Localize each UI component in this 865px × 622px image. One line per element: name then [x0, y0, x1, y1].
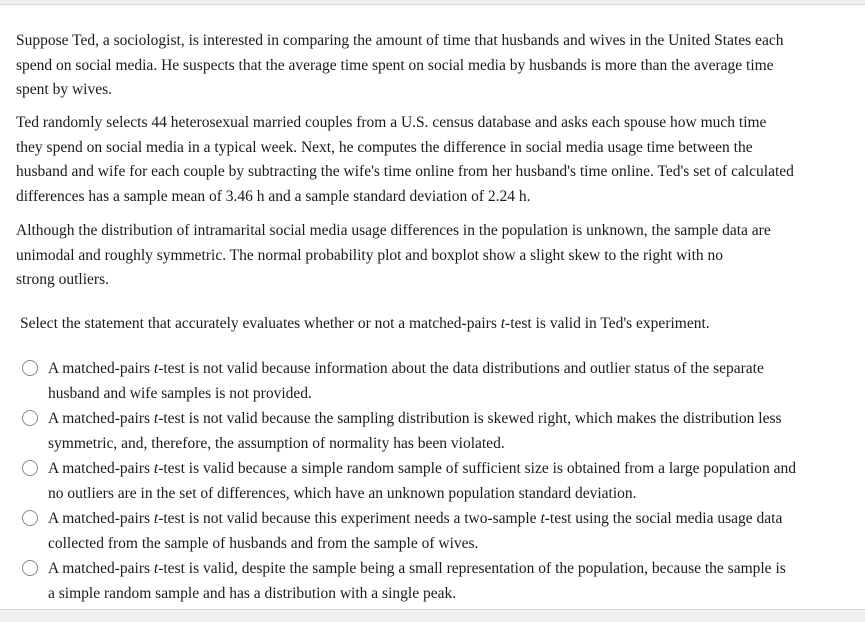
choice-text-part: -test is not valid because information about the data distributions and outlier status of the separate [158, 360, 764, 377]
choice-text-part: -test using the social media usage data [544, 510, 783, 527]
radio-button[interactable] [22, 460, 38, 476]
choice-prefix: A matched-pairs [48, 460, 154, 477]
answer-choice-label[interactable] [48, 406, 782, 456]
text-line: they spend on social media in a typical week. Next, he computes the difference in social media usage time between the [16, 138, 753, 156]
answer-choice-label[interactable] [48, 456, 796, 506]
italic-t: t [153, 510, 159, 527]
question-card [0, 4, 865, 610]
question-prompt [20, 312, 710, 336]
text-line: Ted randomly selects 44 heterosexual married couples from a U.S. census database and asks each spouse how much time [16, 114, 767, 131]
choice-line-2: a simple random sample and has a distribution with a single peak. [48, 585, 457, 602]
answer-choice-label[interactable] [48, 506, 782, 556]
choice-prefix: A matched-pairs [48, 410, 154, 427]
italic-t: t [153, 560, 159, 577]
choice-line-1 [48, 556, 786, 581]
text-line: unimodal and roughly symmetric. The normal probability plot and boxplot show a slight skew to the right with no [16, 246, 724, 264]
text-line: spend on social media. He suspects that the average time spent on social media by husbands is more than the average time [16, 56, 774, 74]
radio-button[interactable] [22, 410, 38, 426]
answer-choice-5[interactable] [22, 556, 865, 606]
text-line: Although the distribution of intramarital social media usage differences in the population is unknown, the sample data are [16, 222, 771, 239]
answer-choice-3[interactable] [22, 456, 865, 506]
question-text-end: -test is valid in Ted's experiment. [505, 315, 710, 332]
answer-choice-label[interactable] [48, 356, 764, 406]
question-text-start: Select the statement that accurately evaluates whether or not a matched-pairs [20, 315, 501, 332]
choice-line-2: collected from the sample of husbands and from the sample of wives. [48, 535, 479, 552]
answer-choice-2[interactable] [22, 406, 865, 456]
choice-line-1 [48, 456, 796, 481]
answer-choice-4[interactable] [22, 506, 865, 556]
text-line: differences has a sample mean of 3.46 h and a sample standard deviation of 2.24 h. [16, 187, 531, 205]
choice-line-2: no outliers are in the set of differences, which have an unknown population standard deviation. [48, 485, 637, 502]
italic-t: t [500, 315, 506, 332]
choice-prefix: A matched-pairs [48, 360, 154, 377]
choice-line-1 [48, 406, 782, 431]
intro-paragraph-3 [16, 219, 861, 293]
intro-paragraph-2 [16, 111, 861, 209]
text-line: Suppose Ted, a sociologist, is interested in comparing the amount of time that husbands and wives in the United States each [16, 32, 784, 49]
radio-button[interactable] [22, 510, 38, 526]
choice-text-part: -test is valid, despite the sample being a small representation of the population, because the sample is [158, 560, 786, 577]
choice-text-part: -test is not valid because this experiment needs a two-sample [158, 510, 541, 527]
choice-prefix: A matched-pairs [48, 560, 154, 577]
italic-t: t [153, 410, 159, 427]
choice-line-2: husband and wife samples is not provided. [48, 385, 312, 402]
answer-choice-label[interactable] [48, 556, 786, 606]
choice-text-part: -test is valid because a simple random sample of sufficient size is obtained from a large population and [158, 460, 796, 477]
choice-prefix: A matched-pairs [48, 510, 154, 527]
text-line: husband and wife for each couple by subtracting the wife's time online from her husband's time online. Ted's set of calculated [16, 163, 794, 180]
choice-line-2: symmetric, and, therefore, the assumption of normality has been violated. [48, 435, 505, 452]
italic-t: t [153, 360, 159, 377]
radio-button[interactable] [22, 360, 38, 376]
italic-t: t [540, 510, 545, 527]
radio-button[interactable] [22, 560, 38, 576]
choice-text-part: -test is not valid because the sampling distribution is skewed right, which makes the distribution less [158, 410, 782, 427]
answer-choices [22, 356, 865, 606]
intro-paragraph-1 [16, 29, 861, 103]
text-line: strong outliers. [16, 271, 109, 288]
choice-line-1 [48, 506, 782, 531]
choice-line-1 [48, 356, 764, 381]
answer-choice-1[interactable] [22, 356, 865, 406]
text-line: spent by wives. [16, 81, 113, 98]
italic-t: t [153, 460, 159, 477]
